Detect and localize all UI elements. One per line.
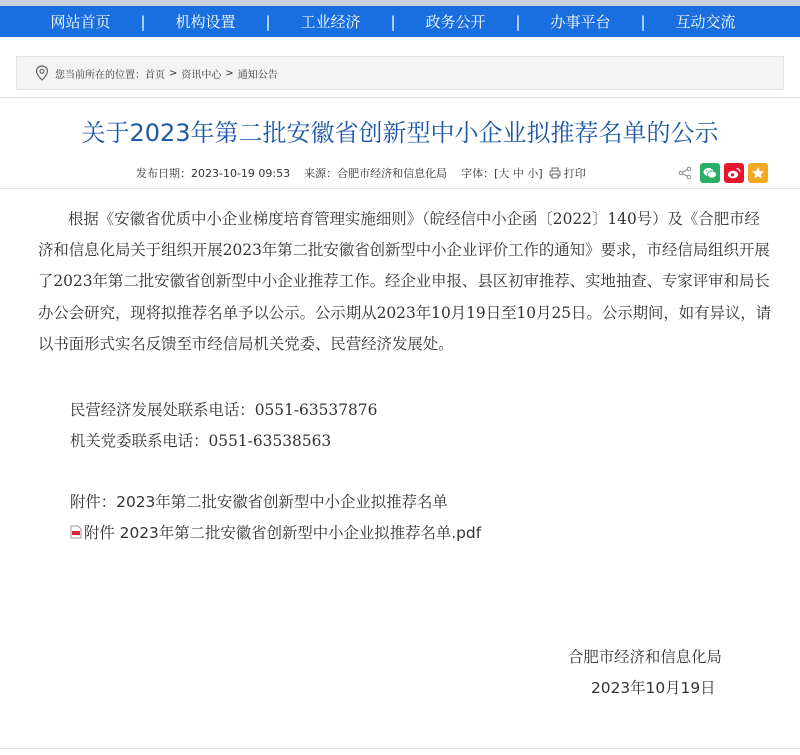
share-icon: [678, 166, 692, 180]
pdf-icon: [70, 525, 82, 539]
signature-organization: 合肥市经济和信息化局: [568, 648, 722, 666]
article-title: 关于2023年第二批安徽省创新型中小企业拟推荐名单的公示: [81, 119, 719, 147]
font-size-label: 字体：: [461, 167, 495, 180]
contact-party-committee: 机关党委联系电话：0551-63538563: [70, 432, 332, 450]
contact-private-economy: 民营经济发展处联系电话：0551-63537876: [70, 401, 378, 419]
breadcrumb-prefix: 您当前所在的位置：: [55, 69, 145, 81]
wechat-icon: [703, 167, 717, 179]
signature-date: 2023年10月19日: [591, 679, 716, 697]
main-nav: [0, 6, 800, 37]
font-size-controls[interactable]: [大 中 小]: [494, 167, 543, 180]
breadcrumb-home[interactable]: 首页: [145, 69, 165, 81]
nav-separator: |: [390, 12, 396, 31]
nav-separator: |: [515, 12, 521, 31]
print-icon[interactable]: [549, 167, 561, 179]
publish-date: 2023-10-19 09:53: [191, 166, 291, 180]
nav-item-interaction[interactable]: 互动交流: [675, 13, 736, 31]
nav-separator: |: [140, 12, 146, 31]
share-qzone-button[interactable]: [748, 163, 768, 183]
source-value: 合肥市经济和信息化局: [337, 167, 448, 180]
article-body: [38, 204, 772, 360]
nav-item-government-affairs[interactable]: 政务公开: [425, 13, 486, 31]
article-paragraph: 根据《安徽省优质中小企业梯度培育管理实施细则》（皖经信中小企函〔2022〕140号）及《合肥市经济和信息化局关于组织开展2023年第二批安徽省创新型中小企业评价工作的通知》要求，市经信局组织开展了2023年第二批安徽省创新型中小企业推荐工作。经企业申报、县区初审推荐、实地抽查、专家评审和局长办公会研究，现将拟推荐名单予以公示。公示期从2023年10月19日至10月25日。公示期间，如有异议，请以书面形式实名反馈至市经信局机关党委、民营经济发展处。: [38, 210, 772, 353]
footer-divider: [0, 748, 800, 749]
nav-item-organization[interactable]: 机构设置: [175, 13, 236, 31]
breadcrumb-news-center[interactable]: 资讯中心: [181, 69, 222, 81]
nav-item-service-platform[interactable]: 办事平台: [550, 13, 611, 31]
qzone-icon: [751, 166, 765, 180]
attachment-label: 附件：2023年第二批安徽省创新型中小企业拟推荐名单: [70, 493, 448, 511]
nav-item-industrial-economy[interactable]: 工业经济: [300, 13, 361, 31]
breadcrumb-separator: >: [169, 67, 178, 79]
meta-divider: [0, 188, 800, 189]
date-label: 发布日期：: [136, 167, 191, 180]
breadcrumb-notices[interactable]: 通知公告: [237, 69, 278, 81]
weibo-icon: [727, 167, 741, 179]
share-wechat-button[interactable]: [700, 163, 720, 183]
location-icon: [35, 65, 49, 81]
content-divider: [0, 97, 800, 98]
nav-item-home[interactable]: 网站首页: [50, 13, 111, 31]
nav-separator: |: [265, 12, 271, 31]
share-bar: [678, 163, 768, 183]
article-meta: [136, 165, 586, 181]
share-weibo-button[interactable]: [724, 163, 744, 183]
breadcrumb-separator: >: [225, 67, 234, 79]
nav-separator: |: [640, 12, 646, 31]
print-button[interactable]: 打印: [563, 167, 586, 180]
attachment-link-text[interactable]: 附件 2023年第二批安徽省创新型中小企业拟推荐名单.pdf: [84, 524, 482, 542]
attachment-link[interactable]: [70, 521, 481, 543]
source-label: 来源：: [304, 167, 338, 180]
breadcrumb: [16, 56, 784, 90]
